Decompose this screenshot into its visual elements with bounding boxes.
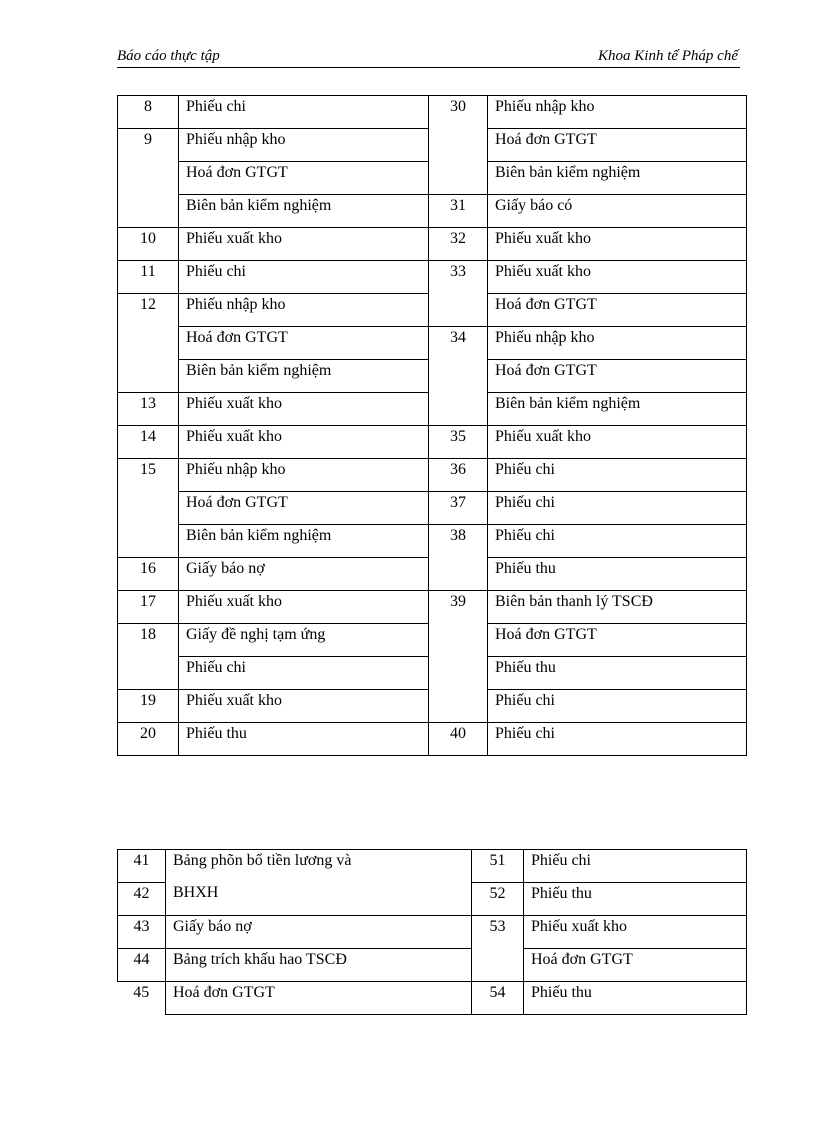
document-item: Hoá đơn GTGT xyxy=(488,294,747,327)
document-item: Phiếu chi xyxy=(524,850,747,883)
document-item: Biên bản kiểm nghiệm xyxy=(179,525,429,558)
document-item: Phiếu thu xyxy=(524,883,747,916)
row-number: 18 xyxy=(118,624,179,690)
document-item: Biên bản thanh lý TSCĐ xyxy=(488,591,747,624)
row-number: 51 xyxy=(472,850,524,883)
row-number: 43 xyxy=(118,916,166,949)
document-item: Phiếu xuất kho xyxy=(179,591,429,624)
row-number: 45 xyxy=(118,982,166,1015)
row-number: 19 xyxy=(118,690,179,723)
row-number: 12 xyxy=(118,294,179,393)
document-item: Phiếu chi xyxy=(179,657,429,690)
header-left-title: Báo cáo thực tập xyxy=(117,48,220,64)
document-item: Phiếu chi xyxy=(488,723,747,756)
document-table-1 xyxy=(117,95,747,756)
document-item: Biên bản kiểm nghiệm xyxy=(488,162,747,195)
row-number: 35 xyxy=(429,426,488,459)
document-item: Phiếu chi xyxy=(488,690,747,723)
row-number: 16 xyxy=(118,558,179,591)
document-item: Hoá đơn GTGT xyxy=(179,162,429,195)
row-number: 53 xyxy=(472,916,524,982)
row-number: 54 xyxy=(472,982,524,1015)
document-item: Phiếu xuất kho xyxy=(488,261,747,294)
document-item: Bảng trích khấu hao TSCĐ xyxy=(166,949,472,982)
document-item: Phiếu chi xyxy=(488,492,747,525)
document-item: Giấy báo nợ xyxy=(166,916,472,949)
row-number: 10 xyxy=(118,228,179,261)
document-item: Phiếu nhập kho xyxy=(488,96,747,129)
document-item: Phiếu thu xyxy=(179,723,429,756)
item-line: BHXH xyxy=(173,884,219,901)
row-number: 39 xyxy=(429,591,488,723)
row-number: 8 xyxy=(118,96,179,129)
document-item: Phiếu nhập kho xyxy=(179,459,429,492)
document-item: Phiếu chi xyxy=(488,525,747,558)
document-item: Phiếu xuất kho xyxy=(179,426,429,459)
row-number: 31 xyxy=(429,195,488,228)
document-item: Phiếu xuất kho xyxy=(179,393,429,426)
row-number: 41 xyxy=(118,850,166,883)
document-item: Hoá đơn GTGT xyxy=(179,492,429,525)
document-item xyxy=(166,850,472,916)
document-item: Hoá đơn GTGT xyxy=(166,982,472,1015)
document-item: Hoá đơn GTGT xyxy=(524,949,747,982)
row-number: 52 xyxy=(472,883,524,916)
document-item: Phiếu thu xyxy=(488,657,747,690)
row-number: 33 xyxy=(429,261,488,327)
document-item: Giấy đề nghị tạm ứng xyxy=(179,624,429,657)
row-number: 17 xyxy=(118,591,179,624)
document-item: Phiếu nhập kho xyxy=(179,129,429,162)
row-number: 38 xyxy=(429,525,488,591)
document-item: Biên bản kiểm nghiệm xyxy=(179,195,429,228)
row-number: 30 xyxy=(429,96,488,195)
header-rule xyxy=(117,67,740,68)
document-item: Phiếu xuất kho xyxy=(179,228,429,261)
row-number: 15 xyxy=(118,459,179,558)
row-number: 11 xyxy=(118,261,179,294)
row-number: 9 xyxy=(118,129,179,228)
row-number: 20 xyxy=(118,723,179,756)
document-item: Phiếu xuất kho xyxy=(524,916,747,949)
row-number: 44 xyxy=(118,949,166,982)
header-right-title: Khoa Kinh tế Pháp chế xyxy=(598,48,738,64)
row-number: 40 xyxy=(429,723,488,756)
document-item: Phiếu chi xyxy=(179,261,429,294)
document-item: Phiếu nhập kho xyxy=(488,327,747,360)
document-item: Phiếu xuất kho xyxy=(179,690,429,723)
row-number: 34 xyxy=(429,327,488,426)
document-item: Hoá đơn GTGT xyxy=(488,624,747,657)
document-table-2 xyxy=(117,849,747,1015)
row-number: 32 xyxy=(429,228,488,261)
row-number: 14 xyxy=(118,426,179,459)
row-number: 36 xyxy=(429,459,488,492)
document-item: Phiếu xuất kho xyxy=(488,426,747,459)
document-item: Biên bản kiểm nghiệm xyxy=(488,393,747,426)
document-item: Phiếu xuất kho xyxy=(488,228,747,261)
row-number: 37 xyxy=(429,492,488,525)
document-item: Giấy báo có xyxy=(488,195,747,228)
document-item: Hoá đơn GTGT xyxy=(488,360,747,393)
document-item: Phiếu thu xyxy=(488,558,747,591)
document-item: Phiếu thu xyxy=(524,982,747,1015)
document-item: Phiếu chi xyxy=(179,96,429,129)
row-number: 13 xyxy=(118,393,179,426)
row-number: 42 xyxy=(118,883,166,916)
item-line: Bảng phõn bổ tiền lương và xyxy=(173,852,352,869)
document-item: Phiếu nhập kho xyxy=(179,294,429,327)
document-item: Giấy báo nợ xyxy=(179,558,429,591)
document-item: Hoá đơn GTGT xyxy=(179,327,429,360)
document-item: Biên bản kiểm nghiệm xyxy=(179,360,429,393)
document-item: Hoá đơn GTGT xyxy=(488,129,747,162)
document-item: Phiếu chi xyxy=(488,459,747,492)
